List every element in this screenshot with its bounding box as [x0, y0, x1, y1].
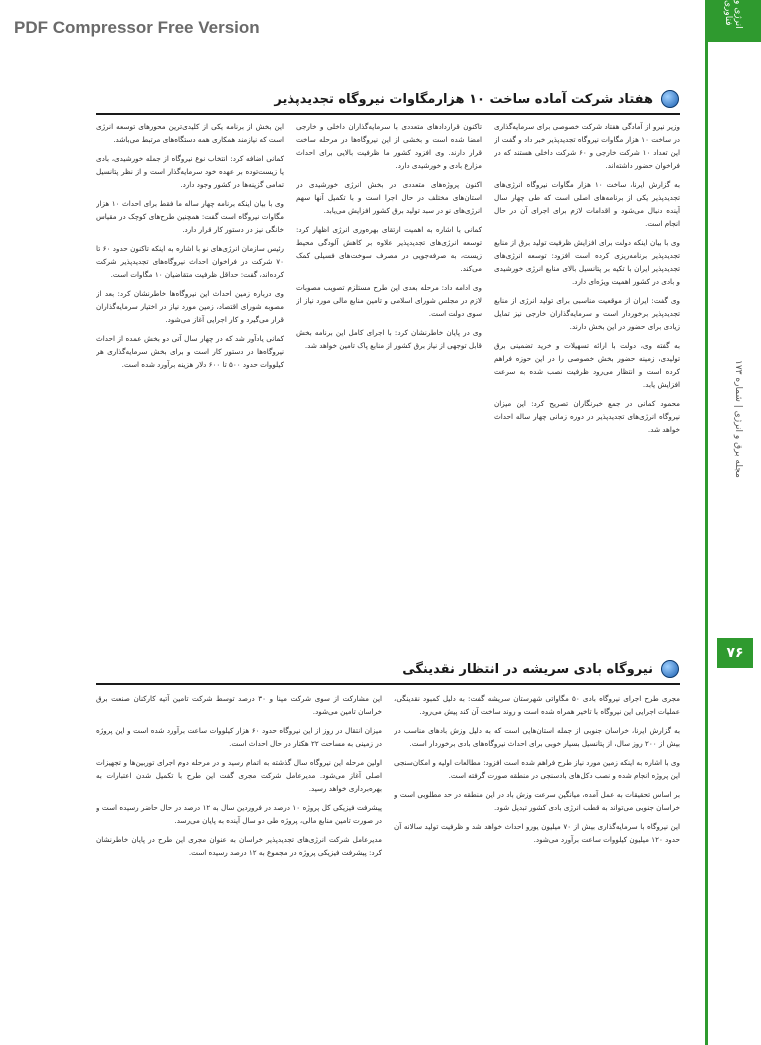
page-number: ۷۶: [717, 638, 753, 668]
article1-column-3: [96, 120, 284, 645]
article2-headline: [402, 660, 679, 678]
paragraph: این نیروگاه با سرمایه‌گذاری بیش از ۷۰ میلیون یورو احداث خواهد شد و ظرفیت تولید سالانه آن حدود ۱۲۰ میلیون کیلووات ساعت برآورد می‌شود.: [394, 822, 680, 844]
paragraph: اکنون پروژه‌های متعددی در بخش انرژی خورشیدی در استان‌های مختلف در حال اجرا است و با تکمیل آنها سهم انرژی‌های نو در سبد تولید برق کشور افزایش می‌یابد.: [296, 180, 482, 215]
paragraph: کمانی یادآور شد که در چهار سال آتی دو بخش عمده از احداث نیروگاه‌ها در دستور کار است و برای بخش سرمایه‌گذاری هر کیلووات حدود ۵۰۰ تا ۶۰۰ دلار هزینه برآورد شده است.: [96, 334, 284, 369]
paragraph: به گزارش ایرنا، ساخت ۱۰ هزار مگاوات نیروگاه انرژی‌های تجدیدپذیر یکی از برنامه‌های اصلی است که طی چهار سال آینده دنبال می‌شود و اقدامات لازم برای اجرای آن در حال انجام است.: [494, 180, 680, 228]
paragraph: پیشرفت فیزیکی کل پروژه ۱۰ درصد در فروردین سال به ۱۲ درصد در حال حاضر رسیده است و در صورت تامین منابع مالی، پروژه طی دو سال آینده به پایان می‌رسد.: [96, 803, 382, 825]
article1-column-1: [494, 120, 680, 645]
watermark: PDF Compressor Free Version: [14, 18, 260, 37]
article1-rule: [96, 113, 680, 115]
paragraph: محمود کمانی در جمع خبرنگاران تصریح کرد: این میزان نیروگاه انرژی‌های تجدیدپذیر در دوره زمانی چهار ساله احداث خواهد شد.: [494, 399, 680, 434]
paragraph: این بخش از برنامه یکی از کلیدی‌ترین محورهای توسعه انرژی است که نیازمند همکاری همه دستگاه‌های مرتبط می‌باشد.: [96, 122, 284, 144]
paragraph: به گزارش ایرنا، خراسان جنوبی از جمله استان‌هایی است که به دلیل وزش بادهای مناسب در بیش از ۲۰۰ روز سال، از پتانسیل بسیار خوبی برای احداث نیروگاه‌های بادی برخوردار است.: [394, 726, 680, 748]
paragraph: کمانی اضافه کرد: انتخاب نوع نیروگاه از جمله خورشیدی، بادی یا زیست‌توده بر عهده خود سرمایه‌گذار است و از نظر پتانسیل تمامی گزینه‌ها در کشور وجود دارد.: [96, 154, 284, 189]
paragraph: اولین مرحله این نیروگاه سال گذشته به اتمام رسید و در مرحله دوم اجرای توربین‌ها و تجهیزات اصلی آغاز می‌شود. مدیرعامل شرکت مجری گفت این طرح با تکمیل شدن اعتبارات به بهره‌برداری خواهد رسید.: [96, 758, 382, 793]
paragraph: مجری طرح اجرای نیروگاه بادی ۵۰ مگاواتی شهرستان سریشه گفت: به دلیل کمبود نقدینگی، عملیات اجرایی این نیروگاه با تاخیر همراه شده است و روند ساخت آن کند پیش می‌رود.: [394, 694, 680, 716]
running-head: مجله برق و انرژی | شماره ۱۷۳: [733, 360, 743, 478]
paragraph: مدیرعامل شرکت انرژی‌های تجدیدپذیر خراسان به عنوان مجری این طرح در پایان خاطرنشان کرد: پیشرفت فیزیکی پروژه در مجموع به ۱۲ درصد رسیده است.: [96, 835, 382, 857]
article1-column-2: [296, 120, 482, 645]
paragraph: کمانی با اشاره به اهمیت ارتقای بهره‌وری انرژی اظهار کرد: توسعه انرژی‌های تجدیدپذیر علاوه بر کاهش آلودگی محیط زیست، به صرفه‌جویی در مصرف سوخت‌های فسیلی کمک می‌کند.: [296, 225, 482, 273]
article2-rule: [96, 683, 680, 685]
article1-body: [96, 120, 680, 645]
paragraph: وی در پایان خاطرنشان کرد: با اجرای کامل این برنامه بخش قابل توجهی از نیاز برق کشور از منابع پاک تامین خواهد شد.: [296, 328, 482, 350]
section-tab: انرژی و فناوری: [705, 0, 761, 42]
article2-column-2: [96, 692, 382, 1022]
paragraph: به گفته وی، دولت با ارائه تسهیلات و خرید تضمینی برق تولیدی، زمینه حضور بخش خصوصی را در این حوزه فراهم کرده است و انتظار می‌رود ظرفیت نصب شده به سرعت افزایش یابد.: [494, 341, 680, 389]
article2-body: [96, 692, 680, 1022]
article2-column-1: [394, 692, 680, 1022]
globe-bullet-icon: [661, 90, 679, 108]
article1-headline: [274, 90, 679, 108]
paragraph: تاکنون قراردادهای متعددی با سرمایه‌گذاران داخلی و خارجی امضا شده است و بخشی از این نیروگاه‌ها در مرحله ساخت قرار دارند. وی افزود کشور ما ظرفیت بالایی برای احداث مزارع بادی و خورشیدی دارد.: [296, 122, 482, 170]
paragraph: وی با بیان اینکه برنامه چهار ساله ما فقط برای احداث ۱۰ هزار مگاوات نیروگاه است گفت: همچنین طرح‌های کوچک در مقیاس خانگی نیز در دستور کار قرار دارد.: [96, 199, 284, 234]
paragraph: بر اساس تحقیقات به عمل آمده، میانگین سرعت وزش باد در این منطقه در حد مطلوبی است و خراسان جنوبی می‌تواند به قطب انرژی بادی کشور تبدیل شود.: [394, 790, 680, 812]
paragraph: وی با بیان اینکه دولت برای افزایش ظرفیت تولید برق از منابع تجدیدپذیر برنامه‌ریزی کرده است افزود: توسعه انرژی‌های تجدیدپذیر ایران با تکیه بر پتانسیل بالای منابع انرژی خورشیدی و بادی در کشور اهمیت ویژه‌ای دارد.: [494, 238, 680, 286]
article2-title: نیروگاه بادی سریشه در انتظار نقدینگی: [402, 661, 653, 677]
article1-title: هفتاد شرکت آماده ساخت ۱۰ هزارمگاوات نیروگاه تجدیدپذیر: [274, 91, 653, 107]
globe-bullet-icon: [661, 660, 679, 678]
paragraph: وی با اشاره به اینکه زمین مورد نیاز طرح فراهم شده است افزود: مطالعات اولیه و امکان‌سنجی این پروژه انجام شده و نصب دکل‌های بادسنجی در منطقه صورت گرفته است.: [394, 758, 680, 780]
paragraph: وزیر نیرو از آمادگی هفتاد شرکت خصوصی برای سرمایه‌گذاری در ساخت ۱۰ هزار مگاوات نیروگاه تجدیدپذیر خبر داد و گفت از این تعداد ۱۰ شرکت خارجی و ۶۰ شرکت داخلی هستند که در فراخوان حضور داشته‌اند.: [494, 122, 680, 170]
paragraph: وی ادامه داد: مرحله بعدی این طرح مستلزم تصویب مصوبات لازم در مجلس شورای اسلامی و تامین منابع مالی مورد نیاز از سوی دولت است.: [296, 283, 482, 318]
paragraph: وی درباره زمین احداث این نیروگاه‌ها خاطرنشان کرد: بعد از مصوبه شورای اقتصاد، زمین مورد نیاز در اختیار سرمایه‌گذاران قرار می‌گیرد و کار اجرایی آغاز می‌شود.: [96, 289, 284, 324]
paragraph: وی گفت: ایران از موقعیت مناسبی برای تولید انرژی از منابع تجدیدپذیر برخوردار است و سرمایه‌گذاران خارجی نیز تمایل زیادی برای حضور در این بخش دارند.: [494, 296, 680, 331]
side-divider: [705, 42, 708, 1045]
paragraph: میزان انتقال در روز از این نیروگاه حدود ۶۰ هزار کیلووات ساعت برآورد شده است و این پروژه در زمینی به مساحت ۲۲ هکتار در حال احداث است.: [96, 726, 382, 748]
paragraph: این مشارکت از سوی شرکت مپنا و ۳۰ درصد توسط شرکت تامین آتیه کارکنان صنعت برق خراسان تامین می‌شود.: [96, 694, 382, 716]
paragraph: رئیس سازمان انرژی‌های نو با اشاره به اینکه تاکنون حدود ۶۰ تا ۷۰ شرکت در فراخوان احداث نیروگاه‌های تجدیدپذیر شرکت کرده‌اند، گفت: حداقل ظرفیت متقاضیان ۱۰ مگاوات است.: [96, 244, 284, 279]
side-strip: [705, 42, 761, 1045]
